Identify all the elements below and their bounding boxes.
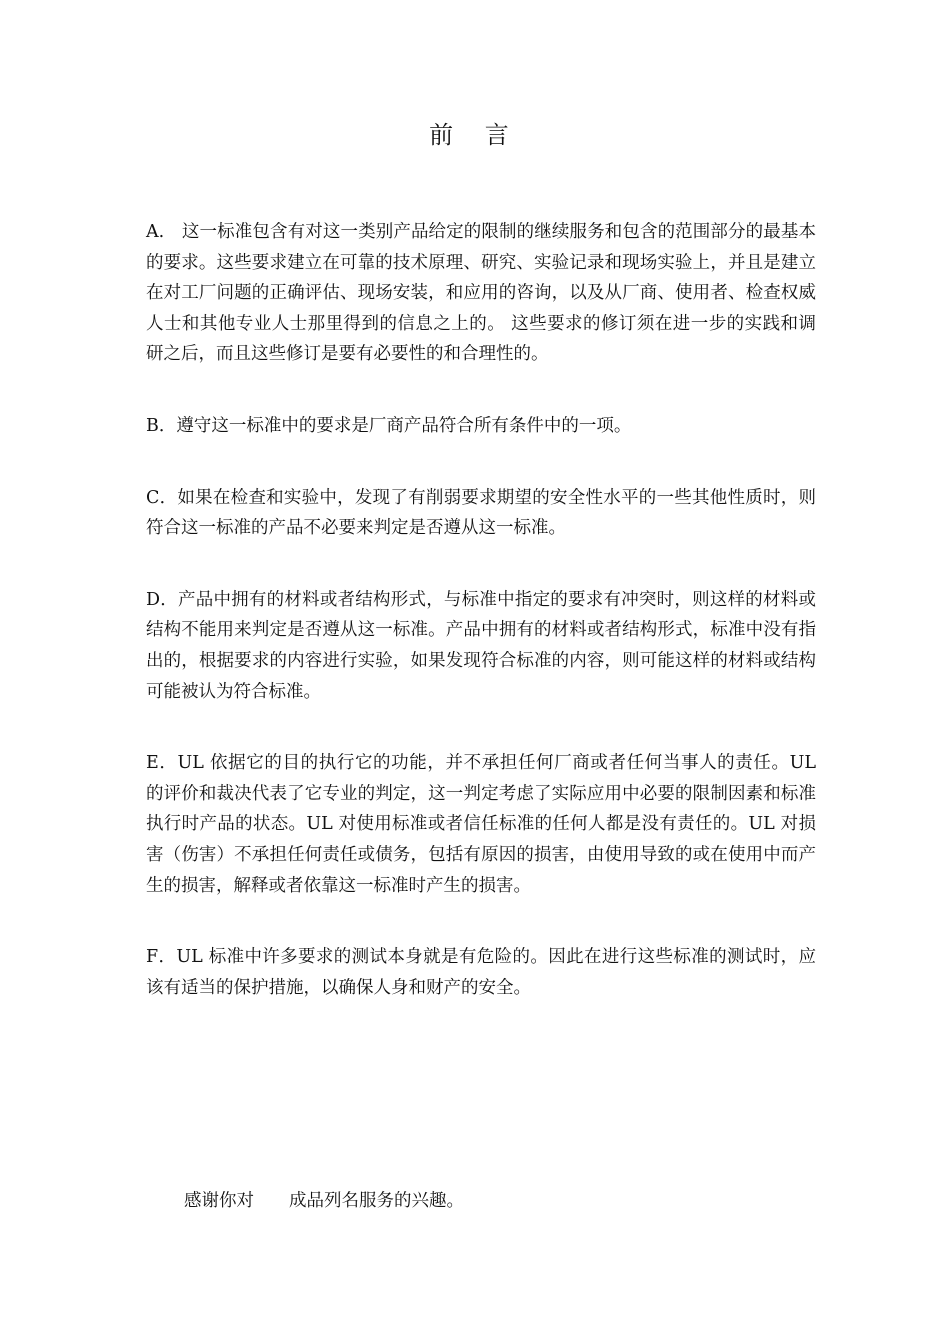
preface-body bbox=[146, 217, 816, 1044]
closing-line: 感谢你对 成品列名服务的兴趣。 bbox=[184, 1191, 464, 1211]
paragraph-b: B．遵守这一标准中的要求是厂商产品符合所有条件中的一项。 bbox=[146, 415, 632, 436]
paragraph-a: A. 这一标准包含有对这一类别产品给定的限制的继续服务和包含的范围部分的最基本的要求。这些要求建立在可靠的技术原理、研究、实验记录和现场实验上，并且是建立在对工厂问题的正确评估、现场安装，和应用的咨询，以及从厂商、使用者、检查权威人士和其他专业人士那里得到的信息之上的。 这些要求的修订须在进一步的实践和调研之后，而且这些修订是要有必要性的和合理性的。 bbox=[146, 222, 816, 365]
paragraph-e: E．UL 依据它的目的执行它的功能，并不承担任何厂商或者任何当事人的责任。UL 的评价和裁决代表了它专业的判定，这一判定考虑了实际应用中必要的限制因素和标准执行时产品的状态。UL 对使用标准或者信任标准的任何人都是没有责任的。UL 对损害（伤害）不承担任何责任或债务，包括有原因的损害，由使用导致的或在使用中而产生的损害，解释或者依靠这一标准时产生的损害。 bbox=[146, 753, 816, 896]
paragraph-d: D．产品中拥有的材料或者结构形式，与标准中指定的要求有冲突时，则这样的材料或结构不能用来判定是否遵从这一标准。产品中拥有的材料或者结构形式，标准中没有指出的，根据要求的内容进行实验，如果发现符合标准的内容，则可能这样的材料或结构可能被认为符合标准。 bbox=[146, 589, 816, 702]
paragraph-c: C．如果在检查和实验中，发现了有削弱要求期望的安全性水平的一些其他性质时，则符合这一标准的产品不必要来判定是否遵从这一标准。 bbox=[146, 487, 816, 539]
paragraph-f: F．UL 标准中许多要求的测试本身就是有危险的。因此在进行这些标准的测试时，应该有适当的保护措施，以确保人身和财产的安全。 bbox=[146, 947, 816, 998]
page-title: 前 言 bbox=[429, 121, 521, 149]
